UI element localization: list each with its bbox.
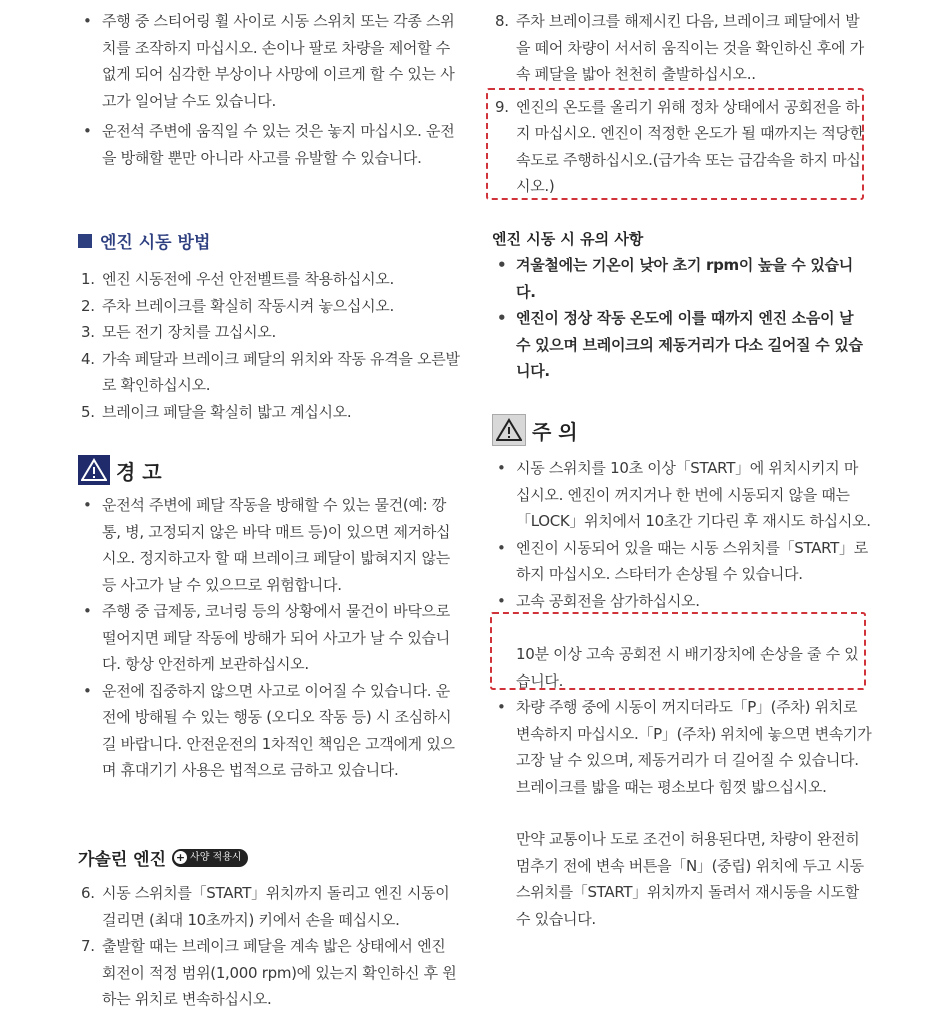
- step-number: 6.: [81, 884, 95, 902]
- step-text: 엔진의 온도를 올리기 위해 정차 상태에서 공회전을 하지 마십시오. 엔진이 적정한 온도가 될 때까지는 적당한 속도로 주행하십시오.(급가속 또는 급감속을 하지 마십시오.): [516, 97, 864, 195]
- warning-bullet-list: [78, 492, 463, 784]
- section-title-text: 엔진 시동 방법: [100, 233, 211, 253]
- option-badge: [172, 849, 247, 867]
- list-item: [78, 266, 463, 293]
- list-item: • 운전에 집중하지 않으면 사고로 이어질 수 있습니다. 운전에 방해될 수 있는 행동 (오디오 작동 등) 시 조심하시길 바랍니다. 안전운전의 1차적인 책임은 고객에게 있으며 휴대기기 사용은 법적으로 금하고 있습니다.: [78, 678, 463, 784]
- restart-paragraph: 만약 교통이나 도로 조건이 허용된다면, 차량이 완전히 멈추기 전에 변속 버튼을「N」(중립) 위치에 두고 시동 스위치를「START」위치까지 돌려서 재시동을 시도할 수 있습니다.: [516, 830, 864, 928]
- step-text: 주차 브레이크를 확실히 작동시켜 놓으십시오.: [102, 296, 394, 315]
- list-item: • 시동 스위치를 10초 이상「START」에 위치시키지 마십시오. 엔진이 꺼지거나 한 번에 시동되지 않을 때는「LOCK」위치에서 10초간 기다린 후 재시도 하십시오.: [492, 455, 872, 535]
- list-item: • 운전석 주변에 움직일 수 있는 것은 놓지 마십시오. 운전을 방해할 뿐만 아니라 사고를 유발할 수 있습니다.: [78, 118, 463, 171]
- start-steps-list: [78, 266, 463, 425]
- caution-bullet-list: [492, 455, 872, 614]
- warning-heading: [78, 455, 162, 485]
- step-text: 모든 전기 장치를 끄십시오.: [102, 323, 276, 341]
- list-item: [78, 293, 463, 320]
- note-title: 엔진 시동 시 유의 사항: [492, 230, 644, 248]
- step-number: 5.: [81, 402, 95, 421]
- last-bullet-list: [492, 694, 872, 800]
- list-item: • 엔진이 시동되어 있을 때는 시동 스위치를「START」로 하지 마십시오. 스타터가 손상될 수 있습니다.: [492, 535, 872, 588]
- step-number: 3.: [81, 323, 95, 341]
- note-bullet-list: [492, 252, 872, 385]
- step-text: 주차 브레이크를 해제시킨 다음, 브레이크 페달에서 발을 떼어 차량이 서서히 움직이는 것을 확인하신 후에 가속 페달을 밟아 천천히 출발하십시오..: [516, 12, 864, 83]
- step-number: 1.: [81, 270, 95, 288]
- warning-title: 경 고: [116, 459, 162, 484]
- list-item: • 겨울철에는 기온이 낮아 초기 rpm이 높을 수 있습니다.: [492, 252, 872, 305]
- list-item: • 엔진이 정상 작동 온도에 이를 때까지 엔진 소음이 날 수 있으며 브레이크의 제동거리가 다소 길어질 수 있습니다.: [492, 305, 872, 385]
- step-number: 2.: [81, 296, 95, 315]
- step-number: 8.: [495, 12, 509, 30]
- badge-label: 사양 적용시: [190, 851, 242, 863]
- list-item: • 운전석 주변에 페달 작동을 방해할 수 있는 물건(예: 깡통, 병, 고정되지 않은 바닥 매트 등)이 있으면 제거하십시오. 정지하고자 할 때 브레이크 페달이 밟혀지지 않는 등 사고가 날 수 있으므로 위험합니다.: [78, 492, 463, 598]
- list-item: [78, 346, 463, 399]
- top-bullet-list: [78, 8, 463, 171]
- list-item: [492, 8, 872, 88]
- step-text: 엔진 시동전에 우선 안전벨트를 착용하십시오.: [102, 270, 394, 288]
- step-text: 출발할 때는 브레이크 페달을 계속 밟은 상태에서 엔진 회전이 적정 범위(1,000 rpm)에 있는지 확인하신 후 원하는 위치로 변속하십시오.: [102, 937, 457, 1008]
- warning-triangle-icon: [78, 455, 110, 485]
- list-item: [78, 399, 463, 426]
- highlight-box-idle: [490, 612, 866, 690]
- highlight-box-step9: [486, 88, 864, 200]
- square-icon: [78, 234, 92, 248]
- list-item: • 주행 중 급제동, 코너링 등의 상황에서 물건이 바닥으로 떨어지면 페달 작동에 방해가 되어 사고가 날 수 있습니다. 항상 안전하게 보관하십시오.: [78, 598, 463, 678]
- list-item: • 차량 주행 중에 시동이 꺼지더라도「P」(주차) 위치로 변속하지 마십시오.「P」(주차) 위치에 놓으면 변속기가 고장 날 수 있으며, 제동거리가 더 길어질 수 있습니다. 브레이크를 밟을 때는 평소보다 힘껏 밟으십시오.: [492, 694, 872, 800]
- plus-icon: +: [175, 851, 186, 864]
- step-number: 9.: [495, 97, 509, 116]
- gasoline-heading: [78, 845, 248, 870]
- list-item: [78, 933, 463, 1013]
- caution-triangle-icon: [492, 414, 526, 446]
- list-item: [78, 319, 463, 346]
- list-item: • 주행 중 스티어링 휠 사이로 시동 스위치 또는 각종 스위치를 조작하지 마십시오. 손이나 팔로 차량을 제어할 수 없게 되어 심각한 부상이나 사망에 이르게 할 수 있는 사고가 일어날 수도 있습니다.: [78, 8, 463, 114]
- gasoline-title: 가솔린 엔진: [78, 850, 167, 870]
- step-text: 가속 페달과 브레이크 페달의 위치와 작동 유격을 오른발로 확인하십시오.: [102, 349, 460, 394]
- list-item: [78, 880, 463, 933]
- step-text: 시동 스위치를「START」위치까지 돌리고 엔진 시동이 걸리면 (최대 10초까지) 키에서 손을 떼십시오.: [102, 884, 450, 929]
- step-text: 브레이크 페달을 확실히 밟고 계십시오.: [102, 402, 352, 421]
- gasoline-steps-list: [78, 880, 463, 1013]
- caution-heading: [492, 414, 578, 446]
- caution-title: 주 의: [532, 419, 578, 444]
- section-title: [78, 228, 210, 253]
- step-number: 4.: [81, 349, 95, 368]
- step-number: 7.: [81, 937, 95, 955]
- list-item: • 고속 공회전을 삼가하십시오.: [492, 588, 872, 615]
- idle-note: 10분 이상 고속 공회전 시 배기장치에 손상을 줄 수 있습니다.: [516, 645, 859, 690]
